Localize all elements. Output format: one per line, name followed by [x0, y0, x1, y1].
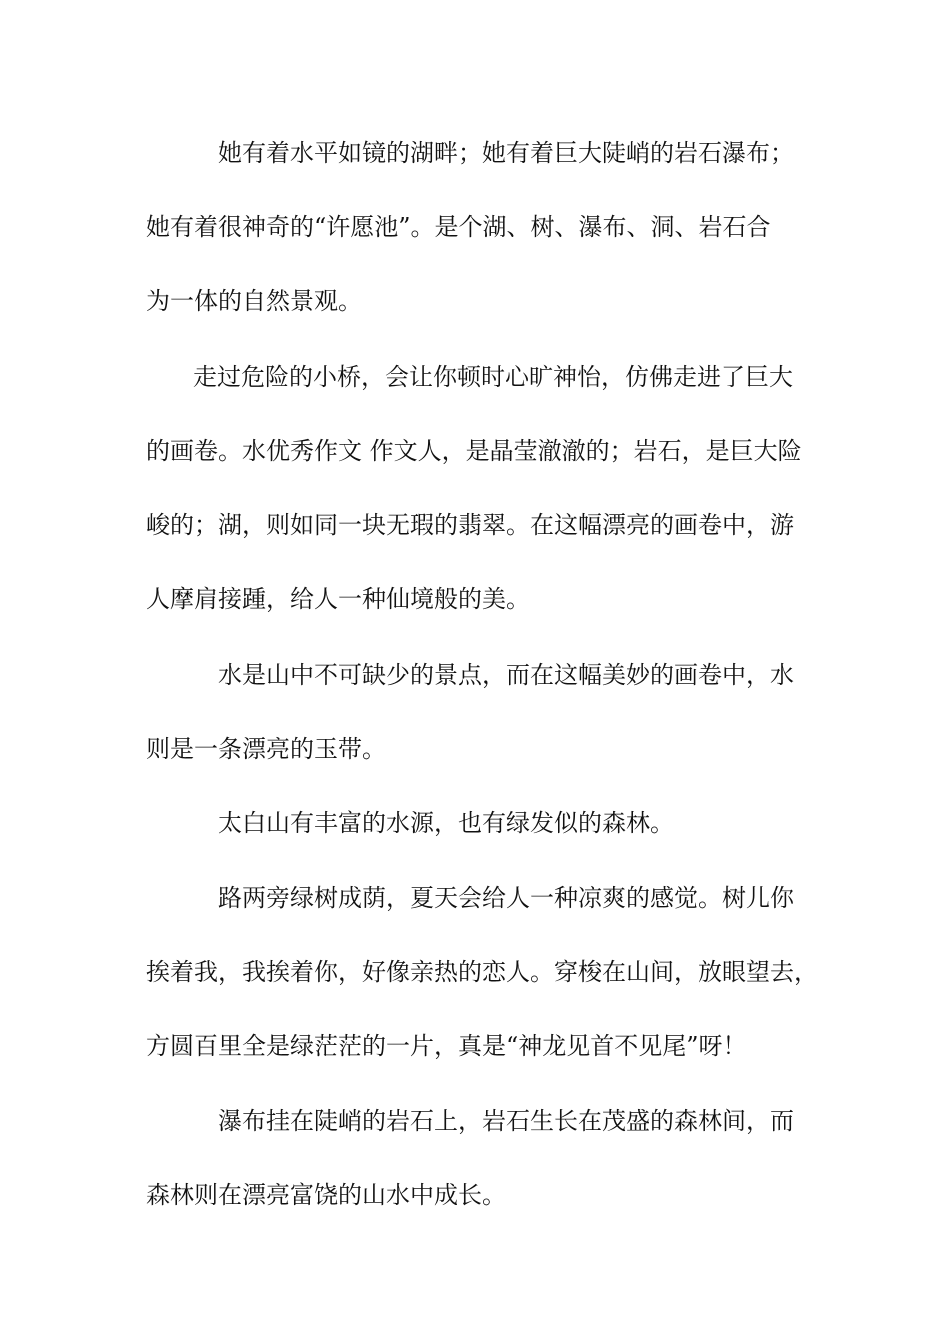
- text-line-14: 瀑布挂在陡峭的岩石上，岩石生长在茂盛的森林间，而: [218, 1107, 794, 1135]
- text-line-3: 为一体的自然景观。: [146, 287, 362, 315]
- text-line-6: 峻的；湖，则如同一块无瑕的翡翠。在这幅漂亮的画卷中，游: [146, 511, 794, 539]
- text-line-1: 她有着水平如镜的湖畔；她有着巨大陡峭的岩石瀑布；: [218, 139, 794, 167]
- text-line-9: 则是一条漂亮的玉带。: [146, 735, 386, 763]
- text-line-2: 她有着很神奇的“许愿池”。是个湖、树、瀑布、洞、岩石合: [146, 213, 771, 241]
- text-line-15: 森林则在漂亮富饶的山水中成长。: [146, 1181, 506, 1209]
- text-line-8: 水是山中不可缺少的景点，而在这幅美妙的画卷中，水: [218, 661, 794, 689]
- text-line-11: 路两旁绿树成荫，夏天会给人一种凉爽的感觉。树儿你: [218, 884, 794, 912]
- text-line-13: 方圆百里全是绿茫茫的一片，真是“神龙见首不见尾”呀！: [146, 1032, 747, 1060]
- text-line-5: 的画卷。水优秀作文 作文人，是晶莹澈澈的；岩石，是巨大险: [146, 437, 802, 465]
- text-line-12: 挨着我，我挨着你，好像亲热的恋人。穿梭在山间，放眼望去，: [146, 958, 818, 986]
- text-line-4: 走过危险的小桥，会让你顿时心旷神怡，仿佛走进了巨大: [193, 363, 793, 391]
- text-line-10: 太白山有丰富的水源，也有绿发似的森林。: [218, 809, 674, 837]
- text-line-7: 人摩肩接踵，给人一种仙境般的美。: [146, 585, 530, 613]
